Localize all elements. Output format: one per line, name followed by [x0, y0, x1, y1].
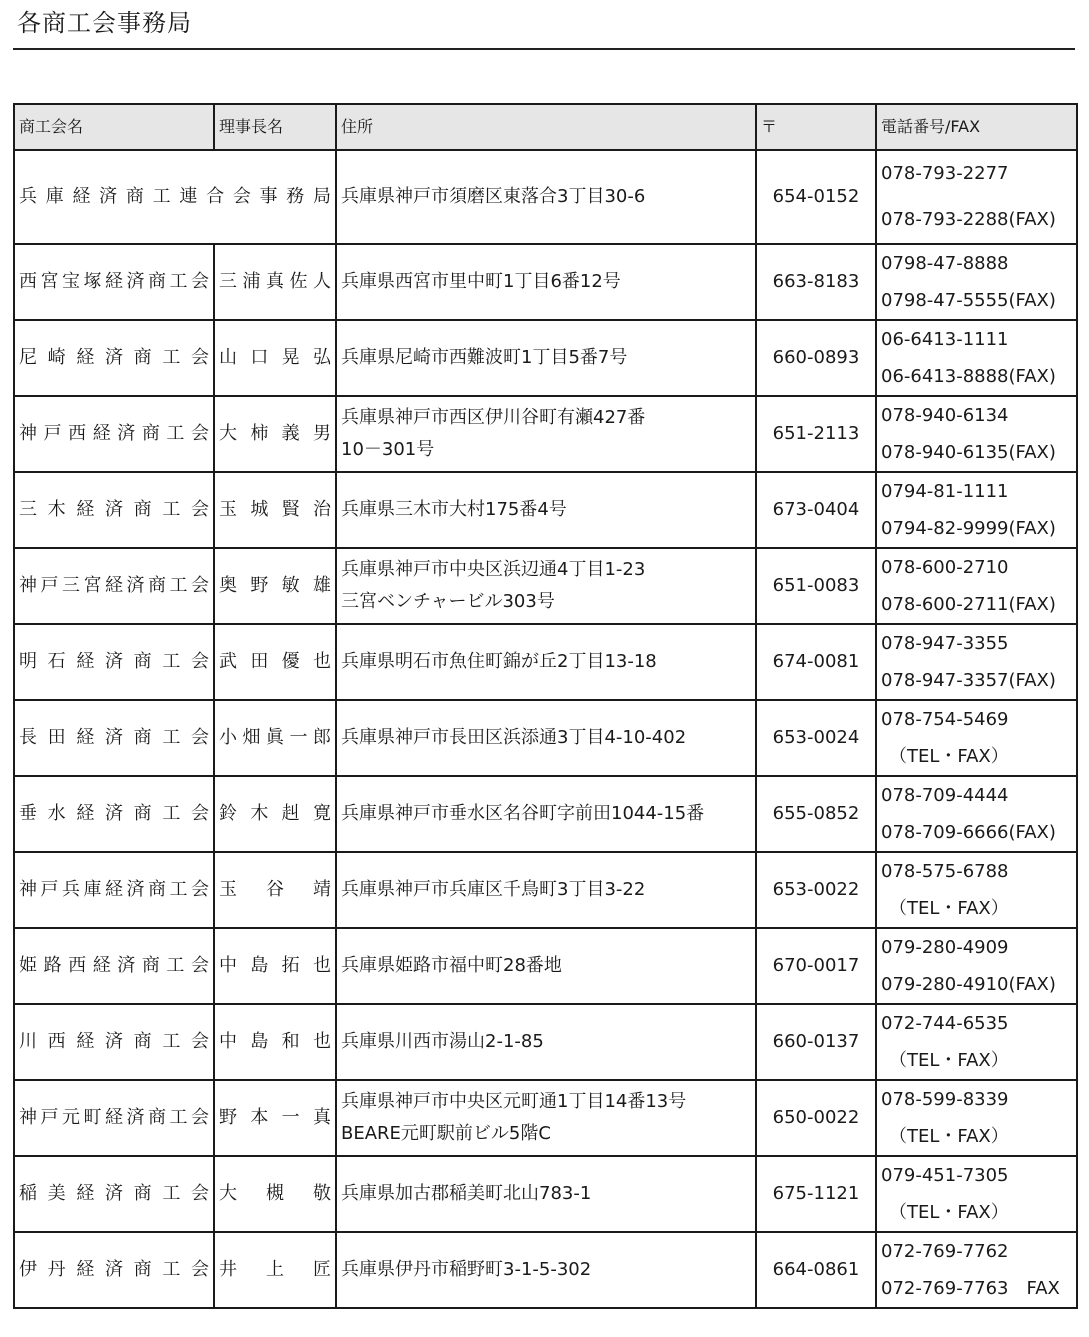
table-row: [14, 776, 1077, 852]
table-row: [14, 1156, 1077, 1232]
column-header-name: 商工会名: [14, 104, 214, 150]
postal-code: 675-1121: [756, 1156, 876, 1232]
postal-code: 654-0152: [756, 150, 876, 244]
fax-line: 078-709-6666(FAX): [881, 822, 1056, 843]
address-line: 10－301号: [341, 439, 435, 460]
table-row: [14, 396, 1077, 472]
fax-line: （TEL・FAX）: [889, 1126, 1009, 1147]
chamber-name: 伊丹経済商工会: [14, 1232, 214, 1308]
table-row: [14, 1004, 1077, 1080]
chamber-name: 垂水経済商工会: [14, 776, 214, 852]
address-line: 兵庫県神戸市垂水区名谷町字前田1044-15番: [341, 803, 705, 824]
fax-line: 0798-47-5555(FAX): [881, 290, 1056, 311]
address-line: 兵庫県明石市魚住町錦が丘2丁目13-18: [341, 651, 657, 672]
table-body: [14, 150, 1077, 1308]
address: [336, 852, 756, 928]
phone-line: 078-709-4444: [881, 785, 1009, 806]
table-row: [14, 1080, 1077, 1156]
chamber-name: 神戸兵庫経済商工会: [14, 852, 214, 928]
table-row: [14, 852, 1077, 928]
address: [336, 548, 756, 624]
table-row: [14, 472, 1077, 548]
address-line: 兵庫県加古郡稲美町北山783-1: [341, 1183, 592, 1204]
postal-code: 650-0022: [756, 1080, 876, 1156]
fax-line: 078-940-6135(FAX): [881, 442, 1056, 463]
postal-code: 651-2113: [756, 396, 876, 472]
address-line: 兵庫県神戸市中央区元町通1丁目14番13号: [341, 1091, 687, 1112]
phone: [876, 320, 1077, 396]
address-line: 兵庫県尼崎市西難波町1丁目5番7号: [341, 347, 628, 368]
address-line: 三宮ベンチャービル303号: [341, 591, 555, 612]
phone: [876, 700, 1077, 776]
chairperson-name: 中島和也: [214, 1004, 336, 1080]
chamber-directory-table: [13, 103, 1078, 1309]
chairperson-name: 玉城賢治: [214, 472, 336, 548]
table-header-row: [14, 104, 1077, 150]
table-row: [14, 700, 1077, 776]
table-row: [14, 320, 1077, 396]
fax-line: 072-769-7763 FAX: [881, 1278, 1060, 1299]
chamber-name: 西宮宝塚経済商工会: [14, 244, 214, 320]
table-row: [14, 150, 1077, 244]
title-divider: [13, 48, 1075, 50]
postal-code: 660-0137: [756, 1004, 876, 1080]
phone-line: 078-600-2710: [881, 557, 1009, 578]
chairperson-name: 大柿義男: [214, 396, 336, 472]
phone: [876, 1232, 1077, 1308]
phone: [876, 852, 1077, 928]
postal-code: 660-0893: [756, 320, 876, 396]
fax-line: 078-600-2711(FAX): [881, 594, 1056, 615]
postal-code: 673-0404: [756, 472, 876, 548]
fax-line: （TEL・FAX）: [889, 1202, 1009, 1223]
address-line: 兵庫県姫路市福中町28番地: [341, 955, 562, 976]
address: [336, 396, 756, 472]
page-title: 各商工会事務局: [17, 9, 192, 37]
phone-line: 072-769-7762: [881, 1241, 1009, 1262]
chamber-name: 神戸西経済商工会: [14, 396, 214, 472]
address: [336, 1156, 756, 1232]
chamber-name: 三木経済商工会: [14, 472, 214, 548]
chairperson-name: 大槻敬: [214, 1156, 336, 1232]
address: [336, 1232, 756, 1308]
phone-line: 0798-47-8888: [881, 253, 1009, 274]
postal-code: 670-0017: [756, 928, 876, 1004]
phone: [876, 396, 1077, 472]
address: [336, 1004, 756, 1080]
chamber-name: 尼崎経済商工会: [14, 320, 214, 396]
address: [336, 1080, 756, 1156]
address: [336, 244, 756, 320]
chairperson-name: 井上匠: [214, 1232, 336, 1308]
chamber-name: 姫路西経済商工会: [14, 928, 214, 1004]
phone-line: 079-280-4909: [881, 937, 1009, 958]
phone: [876, 1156, 1077, 1232]
phone: [876, 472, 1077, 548]
address: [336, 472, 756, 548]
phone: [876, 244, 1077, 320]
phone-line: 079-451-7305: [881, 1165, 1009, 1186]
address-line: 兵庫県神戸市中央区浜辺通4丁目1-23: [341, 559, 646, 580]
address: [336, 320, 756, 396]
postal-code: 655-0852: [756, 776, 876, 852]
phone-line: 078-575-6788: [881, 861, 1009, 882]
chamber-name: 長田経済商工会: [14, 700, 214, 776]
column-header-postal: 〒: [756, 104, 876, 150]
chairperson-name: 小畑眞一郎: [214, 700, 336, 776]
table-row: [14, 624, 1077, 700]
address: [336, 776, 756, 852]
address-line: 兵庫県伊丹市稲野町3-1-5-302: [341, 1259, 592, 1280]
phone-line: 078-947-3355: [881, 633, 1009, 654]
chamber-name: 神戸元町経済商工会: [14, 1080, 214, 1156]
phone-line: 06-6413-1111: [881, 329, 1009, 350]
chairperson-name: 山口晃弘: [214, 320, 336, 396]
phone-line: 078-940-6134: [881, 405, 1009, 426]
chamber-name: 神戸三宮経済商工会: [14, 548, 214, 624]
column-header-phone: 電話番号/FAX: [876, 104, 1077, 150]
chairperson-name: 玉谷靖: [214, 852, 336, 928]
phone-line: 0794-81-1111: [881, 481, 1009, 502]
table-row: [14, 548, 1077, 624]
fax-line: （TEL・FAX）: [889, 1050, 1009, 1071]
phone-line: 072-744-6535: [881, 1013, 1009, 1034]
chamber-name: 兵庫経済商工連合会事務局: [14, 150, 336, 244]
chamber-name: 明石経済商工会: [14, 624, 214, 700]
chairperson-name: 武田優也: [214, 624, 336, 700]
address-line: 兵庫県神戸市西区伊川谷町有瀬427番: [341, 407, 646, 428]
chairperson-name: 奥野敏雄: [214, 548, 336, 624]
phone-line: 078-793-2277: [881, 163, 1009, 184]
phone: [876, 776, 1077, 852]
chamber-name: 稲美経済商工会: [14, 1156, 214, 1232]
table-row: [14, 1232, 1077, 1308]
table-row: [14, 244, 1077, 320]
address-line: 兵庫県神戸市長田区浜添通3丁目4-10-402: [341, 727, 687, 748]
postal-code: 664-0861: [756, 1232, 876, 1308]
phone: [876, 928, 1077, 1004]
address-line: BEARE元町駅前ビル5階C: [341, 1123, 551, 1144]
address: [336, 700, 756, 776]
postal-code: 663-8183: [756, 244, 876, 320]
chairperson-name: 中島拓也: [214, 928, 336, 1004]
address: [336, 624, 756, 700]
chairperson-name: 野本一真: [214, 1080, 336, 1156]
phone: [876, 624, 1077, 700]
address-line: 兵庫県神戸市兵庫区千鳥町3丁目3-22: [341, 879, 646, 900]
fax-line: 079-280-4910(FAX): [881, 974, 1056, 995]
phone: [876, 1080, 1077, 1156]
fax-line: 0794-82-9999(FAX): [881, 518, 1056, 539]
fax-line: 078-947-3357(FAX): [881, 670, 1056, 691]
fax-line: （TEL・FAX）: [889, 898, 1009, 919]
fax-line: 06-6413-8888(FAX): [881, 366, 1056, 387]
postal-code: 651-0083: [756, 548, 876, 624]
address-line: 兵庫県神戸市須磨区東落合3丁目30-6: [341, 186, 646, 207]
postal-code: 653-0024: [756, 700, 876, 776]
chairperson-name: 鈴木赳寛: [214, 776, 336, 852]
phone-line: 078-754-5469: [881, 709, 1009, 730]
address: [336, 150, 756, 244]
phone: [876, 548, 1077, 624]
chamber-name: 川西経済商工会: [14, 1004, 214, 1080]
phone: [876, 150, 1077, 244]
address-line: 兵庫県川西市湯山2-1-85: [341, 1031, 544, 1052]
postal-code: 653-0022: [756, 852, 876, 928]
table-row: [14, 928, 1077, 1004]
column-header-address: 住所: [336, 104, 756, 150]
fax-line: （TEL・FAX）: [889, 746, 1009, 767]
chairperson-name: 三浦真佐人: [214, 244, 336, 320]
phone-line: 078-599-8339: [881, 1089, 1009, 1110]
fax-line: 078-793-2288(FAX): [881, 209, 1056, 230]
address: [336, 928, 756, 1004]
address-line: 兵庫県西宮市里中町1丁目6番12号: [341, 271, 621, 292]
address-line: 兵庫県三木市大村175番4号: [341, 499, 567, 520]
postal-code: 674-0081: [756, 624, 876, 700]
column-header-chair: 理事長名: [214, 104, 336, 150]
phone: [876, 1004, 1077, 1080]
